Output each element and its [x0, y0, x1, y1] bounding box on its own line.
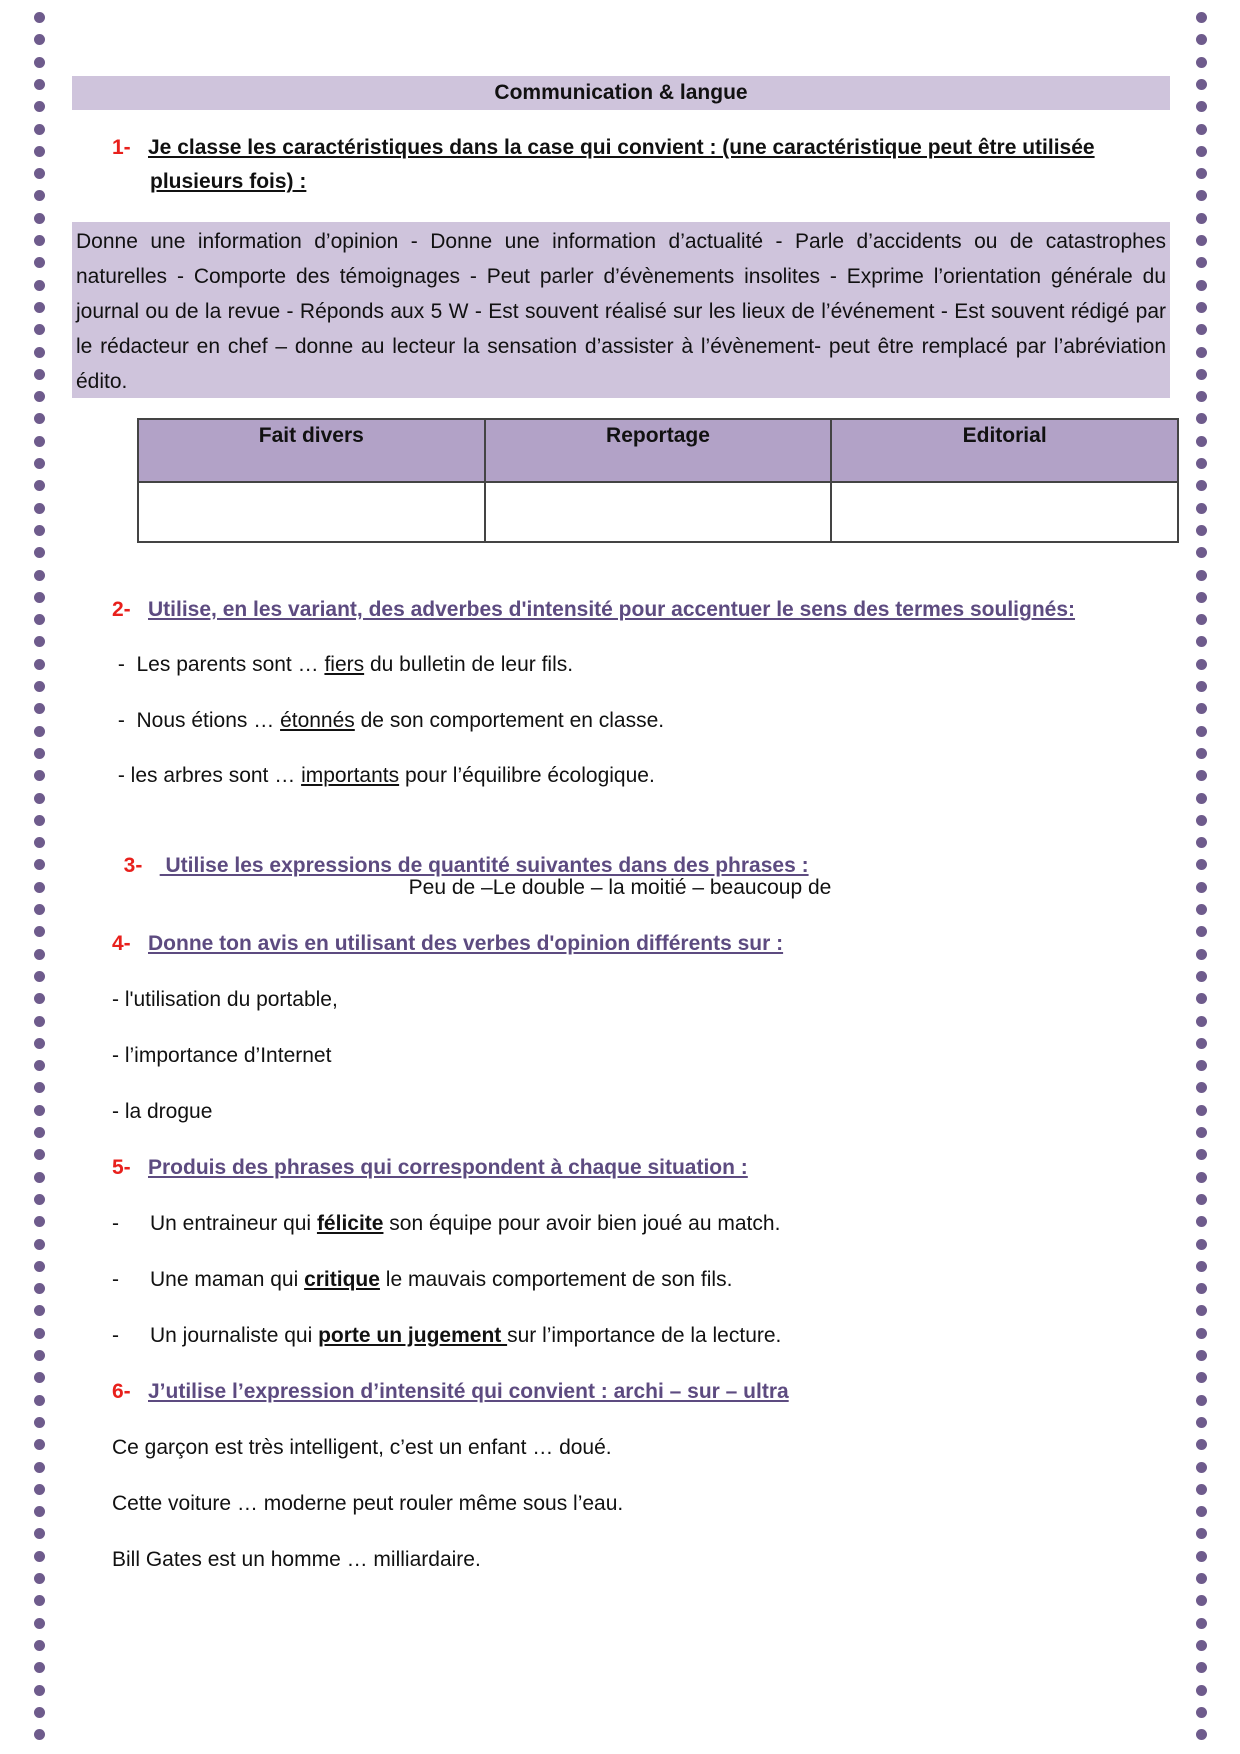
border-dot: [1196, 1551, 1207, 1562]
q2-item-1-word: fiers: [324, 653, 365, 676]
border-dot: [1196, 168, 1207, 179]
border-dot: [1196, 101, 1207, 112]
border-dot: [1196, 1484, 1207, 1495]
border-dot: [34, 257, 45, 268]
border-dot: [34, 926, 45, 937]
border-dot: [34, 1038, 45, 1049]
border-dot: [1196, 1573, 1207, 1584]
border-dot: [1196, 1305, 1207, 1316]
border-dot: [1196, 770, 1207, 781]
border-dot: [34, 1484, 45, 1495]
border-dot: [34, 636, 45, 647]
border-dot: [34, 480, 45, 491]
border-dot: [34, 1328, 45, 1339]
border-dot: [1196, 436, 1207, 447]
q5-item: [112, 1319, 781, 1353]
border-dot: [1196, 1462, 1207, 1473]
border-dot: [1196, 1662, 1207, 1673]
border-dot: [34, 703, 45, 714]
border-dot: [34, 815, 45, 826]
border-dot: [34, 1216, 45, 1227]
border-dot: [1196, 1729, 1207, 1740]
border-dot: [34, 1105, 45, 1116]
border-dot: [34, 1685, 45, 1696]
border-dot: [34, 1707, 45, 1718]
border-dot: [1196, 659, 1207, 670]
q5-item-2-word: critique: [304, 1268, 380, 1291]
question-1-number: 1-: [112, 136, 131, 159]
border-dot: [34, 1149, 45, 1160]
border-dot: [1196, 458, 1207, 469]
border-dot: [34, 1172, 45, 1183]
border-dot: [34, 213, 45, 224]
border-dot: [34, 347, 45, 358]
border-dot: [34, 726, 45, 737]
border-dot: [34, 770, 45, 781]
border-dot: [34, 12, 45, 23]
border-dot: [34, 547, 45, 558]
border-dot: [34, 614, 45, 625]
q5-item-3-dash: -: [112, 1324, 119, 1347]
border-dot: [1196, 949, 1207, 960]
question-2-title: Utilise, en les variant, des adverbes d'intensité pour accentuer le sens des termes soulignés:: [148, 598, 1076, 621]
border-dot: [1196, 525, 1207, 536]
border-dot: [34, 1372, 45, 1383]
border-dot: [1196, 79, 1207, 90]
question-2-number: 2-: [112, 598, 131, 621]
question-6-number: 6-: [112, 1380, 131, 1403]
question-1-heading: [112, 131, 1122, 199]
q6-item-2: Cette voiture … moderne peut rouler même sous l’eau.: [112, 1492, 624, 1515]
border-dot: [1196, 57, 1207, 68]
header-fait-divers: Fait divers: [138, 419, 485, 482]
border-dot: [1196, 1105, 1207, 1116]
border-dot: [1196, 235, 1207, 246]
table-answer-row: [138, 482, 1178, 542]
answer-cell-editorial[interactable]: [831, 482, 1178, 542]
border-dot: [34, 1618, 45, 1629]
border-dot: [34, 1239, 45, 1250]
border-dot: [34, 1305, 45, 1316]
question-6-heading: [112, 1375, 789, 1409]
border-dot: [34, 971, 45, 982]
border-dot: [1196, 1283, 1207, 1294]
border-dot: [1196, 904, 1207, 915]
border-dot: [1196, 592, 1207, 603]
border-dot: [34, 1194, 45, 1205]
border-dot: [34, 146, 45, 157]
border-dot: [1196, 280, 1207, 291]
border-dot: [1196, 748, 1207, 759]
border-dot: [1196, 1060, 1207, 1071]
border-dot: [1196, 1707, 1207, 1718]
border-dot: [1196, 726, 1207, 737]
border-dot: [34, 793, 45, 804]
border-dot: [1196, 1350, 1207, 1361]
border-dot: [34, 859, 45, 870]
q5-item: [112, 1207, 780, 1241]
question-3-title: Utilise les expressions de quantité suivantes dans des phrases :: [159, 854, 809, 877]
q5-item-1-word: félicite: [316, 1212, 384, 1235]
border-dot: [1196, 837, 1207, 848]
border-dot: [1196, 636, 1207, 647]
border-dot: [1196, 1618, 1207, 1629]
border-dot: [34, 1261, 45, 1272]
q5-item-1-dash: -: [112, 1212, 119, 1235]
border-dot: [34, 570, 45, 581]
border-dot: [34, 1439, 45, 1450]
border-dot: [34, 1662, 45, 1673]
border-dot: [34, 190, 45, 201]
question-4-number: 4-: [112, 932, 131, 955]
border-dot: [34, 458, 45, 469]
border-dot: [34, 1506, 45, 1517]
border-dot: [34, 34, 45, 45]
question-4-title: Donne ton avis en utilisant des verbes d'opinion différents sur :: [148, 932, 784, 955]
border-dot: [1196, 614, 1207, 625]
q4-item-2: - l’importance d’Internet: [112, 1044, 332, 1067]
characteristics-box: Donne une information d’opinion - Donne une information d’actualité - Parle d’accidents ou de catastrophes naturelles - Comporte des témoignages - Peut parler d’évènements insolites - Exprime l’orientation générale du journal ou de la revue - Réponds aux 5 W - Est souvent réalisé sur les lieux de l’événement - Est souvent rédigé par le rédacteur en chef – donne au lecteur la sensation d’assister à l’évènement- peut être remplacé par l’abréviation édito.: [72, 222, 1170, 398]
border-dot: [1196, 703, 1207, 714]
border-dot: [34, 681, 45, 692]
border-dot: [34, 1640, 45, 1651]
border-dot: [34, 659, 45, 670]
border-dot: [34, 503, 45, 514]
border-dot: [34, 57, 45, 68]
border-dot: [34, 1462, 45, 1473]
q5-item-2-dash: -: [112, 1268, 119, 1291]
q2-item-1-before: - Les parents sont …: [112, 653, 325, 676]
border-dot: [34, 837, 45, 848]
classification-table: [137, 418, 1179, 543]
q2-item-2-word: étonnés: [280, 709, 355, 732]
border-dot: [1196, 324, 1207, 335]
border-dot: [1196, 1149, 1207, 1160]
q2-item: [112, 648, 573, 682]
border-dot: [1196, 1239, 1207, 1250]
border-dot: [1196, 570, 1207, 581]
question-4-heading: [112, 927, 783, 961]
border-dot: [1196, 1328, 1207, 1339]
q5-item-1-before: Un entraineur qui: [150, 1212, 317, 1235]
border-dot: [34, 592, 45, 603]
border-dot: [34, 993, 45, 1004]
border-dot: [1196, 793, 1207, 804]
border-dot: [34, 1350, 45, 1361]
border-dot: [34, 168, 45, 179]
border-dot: [34, 101, 45, 112]
border-dot: [34, 413, 45, 424]
border-dot: [34, 324, 45, 335]
border-dot: [1196, 993, 1207, 1004]
border-dot: [34, 1016, 45, 1027]
q4-item-3: - la drogue: [112, 1100, 213, 1123]
border-dot: [1196, 213, 1207, 224]
border-dot: [34, 280, 45, 291]
q6-item-1: Ce garçon est très intelligent, c’est un enfant … doué.: [112, 1436, 612, 1459]
q5-item-2-before: Une maman qui: [150, 1268, 305, 1291]
question-3-number: 3-: [123, 854, 143, 877]
answer-cell-fait-divers[interactable]: [138, 482, 485, 542]
border-dot: [1196, 971, 1207, 982]
border-dot: [1196, 124, 1207, 135]
border-dot: [1196, 1194, 1207, 1205]
border-dot: [34, 748, 45, 759]
q2-item: [112, 704, 664, 738]
border-dot: [34, 1060, 45, 1071]
q5-item-3-after: sur l’importance de la lecture.: [507, 1324, 782, 1347]
border-dot: [1196, 413, 1207, 424]
question-2-heading: [112, 593, 1075, 627]
q6-item-3: Bill Gates est un homme … milliardaire.: [112, 1548, 481, 1571]
border-dot: [1196, 257, 1207, 268]
border-dot: [1196, 369, 1207, 380]
border-dot: [34, 1551, 45, 1562]
border-dot: [34, 436, 45, 447]
border-dot: [34, 949, 45, 960]
border-dot: [1196, 1127, 1207, 1138]
border-dot: [1196, 146, 1207, 157]
table-header-row: [138, 419, 1178, 482]
border-dot: [34, 391, 45, 402]
q2-item-1-after: du bulletin de leur fils.: [364, 653, 574, 676]
border-dot: [1196, 1038, 1207, 1049]
header-editorial: Editorial: [831, 419, 1178, 482]
border-dot: [1196, 12, 1207, 23]
border-dot: [1196, 1439, 1207, 1450]
border-dot: [1196, 190, 1207, 201]
border-dot: [1196, 1640, 1207, 1651]
border-dot: [1196, 1395, 1207, 1406]
border-dot: [1196, 815, 1207, 826]
border-dot: [1196, 1595, 1207, 1606]
border-dot: [1196, 480, 1207, 491]
q4-item-1: - l'utilisation du portable,: [112, 988, 338, 1011]
border-dot: [1196, 302, 1207, 313]
border-dot: [1196, 1528, 1207, 1539]
q2-item-2-after: de son comportement en classe.: [354, 709, 665, 732]
border-dot: [34, 904, 45, 915]
border-dot: [1196, 1082, 1207, 1093]
question-1-title-line1: Je classe les caractéristiques dans la case qui convient : (une caractéristique peut être utilisée: [148, 136, 1095, 159]
q5-item-1-after: son équipe pour avoir bien joué au match.: [383, 1212, 781, 1235]
border-dot: [1196, 1685, 1207, 1696]
border-dot: [1196, 34, 1207, 45]
q2-item-3-before: - les arbres sont …: [112, 764, 302, 787]
border-dot: [34, 1127, 45, 1138]
question-1-title-line2: plusieurs fois) :: [150, 170, 307, 193]
border-dot: [1196, 547, 1207, 558]
border-dot: [1196, 1372, 1207, 1383]
q5-item: [112, 1263, 732, 1297]
border-dot: [34, 1528, 45, 1539]
border-dot: [34, 1417, 45, 1428]
border-dot: [34, 1595, 45, 1606]
q2-item: [112, 759, 655, 793]
border-dot: [34, 525, 45, 536]
question-5-number: 5-: [112, 1156, 131, 1179]
border-dot: [1196, 926, 1207, 937]
border-dot: [34, 1395, 45, 1406]
border-dot: [1196, 1261, 1207, 1272]
q5-item-3-word: porte un jugement: [318, 1324, 508, 1347]
question-5-title: Produis des phrases qui correspondent à chaque situation :: [148, 1156, 748, 1179]
border-dot: [1196, 1506, 1207, 1517]
border-dot: [1196, 681, 1207, 692]
quantity-expressions: Peu de –Le double – la moitié – beaucoup de: [408, 876, 832, 899]
q5-item-2-after: le mauvais comportement de son fils.: [379, 1268, 733, 1291]
question-6-title: J’utilise l’expression d’intensité qui convient : archi – sur – ultra: [148, 1380, 789, 1403]
answer-cell-reportage[interactable]: [485, 482, 832, 542]
border-dot: [34, 1573, 45, 1584]
border-dot: [1196, 503, 1207, 514]
border-dot: [34, 369, 45, 380]
border-dot: [34, 1082, 45, 1093]
border-dot: [1196, 859, 1207, 870]
border-dot: [1196, 1216, 1207, 1227]
q2-item-3-after: pour l’équilibre écologique.: [399, 764, 655, 787]
q2-item-2-before: - Nous étions …: [112, 709, 281, 732]
header-reportage: Reportage: [485, 419, 832, 482]
border-dot: [1196, 1016, 1207, 1027]
border-dot: [34, 1283, 45, 1294]
border-dot: [1196, 1172, 1207, 1183]
border-dot: [1196, 347, 1207, 358]
border-dot: [34, 302, 45, 313]
border-dot: [34, 1729, 45, 1740]
q5-item-3-before: Un journaliste qui: [150, 1324, 319, 1347]
border-dot: [1196, 391, 1207, 402]
page-title: Communication & langue: [72, 76, 1170, 110]
q2-item-3-word: importants: [301, 764, 400, 787]
question-5-heading: [112, 1151, 748, 1185]
border-dot: [1196, 1417, 1207, 1428]
border-dot: [34, 79, 45, 90]
border-dot: [34, 235, 45, 246]
border-dot: [34, 124, 45, 135]
